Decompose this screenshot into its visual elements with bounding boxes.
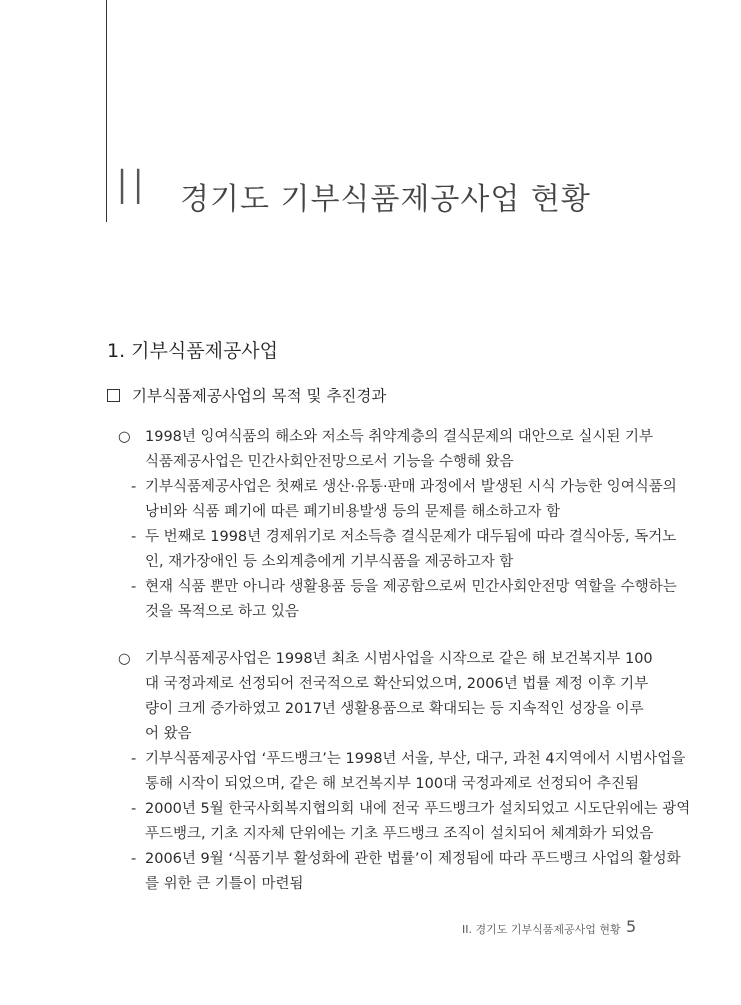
list-item-line: 두 번째로 1998년 경제위기로 저소득층 결식문제가 대두됨에 따라 결식아동, 독거노 [145,529,677,545]
paragraph-line: 어 왔음 [145,726,192,742]
dash-bullet: - [131,801,137,817]
paragraph-line: 1998년 잉여식품의 해소와 저소득 취약계층의 결식문제의 대안으로 실시된 기부 [145,429,653,445]
circle-bullet-icon: ○ [118,651,131,667]
circle-bullet-icon: ○ [118,429,131,445]
subsection-heading [107,384,386,406]
square-bullet-icon [107,389,120,402]
section-title: 1. 기부식품제공사업 [107,340,278,362]
list-item-line: 인, 재가장애인 등 소외계층에게 기부식품을 제공하고자 함 [145,554,514,570]
paragraph-line: 대 국정과제로 선정되어 전국적으로 확산되었으며, 2006년 법률 제정 이후 기부 [145,676,649,692]
list-item-line: 를 위한 큰 기틀이 마련됨 [145,876,304,892]
list-item-line: 푸드뱅크, 기초 지자체 단위에는 기초 푸드뱅크 조직이 설치되어 체계화가 되었음 [145,826,654,842]
list-item-line: 현재 식품 뿐만 아니라 생활용품 등을 제공함으로써 민간사회안전망 역할을 수행하는 [145,579,677,595]
dash-bullet: - [131,479,137,495]
paragraph-2 [145,647,653,747]
list-item-line: 2000년 5월 한국사회복지협의회 내에 전국 푸드뱅크가 설치되었고 시도단위에는 광역 [145,801,691,817]
list-item-line: 기부식품제공사업 ‘푸드뱅크’는 1998년 서울, 부산, 대구, 과천 4지역에서 시범사업을 [145,751,686,767]
list-item-line: 통해 시작이 되었으며, 같은 해 보건복지부 100대 국정과제로 선정되어 추진됨 [145,776,639,792]
list-item-line: 것을 목적으로 하고 있음 [145,604,299,620]
dash-bullet: - [131,529,137,545]
list-item [145,747,685,797]
list-item [145,797,690,847]
running-footer-title: II. 경기도 기부식품제공사업 현황 [462,923,621,936]
dash-bullet: - [131,579,137,595]
paragraph-line: 량이 크게 증가하였고 2017년 생활용품으로 확대되는 등 지속적인 성장을 이루 [145,701,644,717]
list-item-line: 낭비와 식품 폐기에 따른 폐기비용발생 등의 문제를 해소하고자 함 [145,504,561,520]
list-item-line: 기부식품제공사업은 첫째로 생산·유통·판매 과정에서 발생된 시식 가능한 잉여식품의 [145,479,677,495]
dash-bullet: - [131,851,137,867]
subsection-title: 기부식품제공사업의 목적 및 추진경과 [132,387,387,405]
list-item [145,847,681,897]
chapter-number: II [115,160,148,216]
list-item [145,475,677,525]
list-item-line: 2006년 9월 ‘식품기부 활성화에 관한 법률’이 제정됨에 따라 푸드뱅크 사업의 활성화 [145,851,681,867]
list-item [145,575,677,625]
list-item [145,525,676,575]
chapter-divider-line [106,0,107,222]
chapter-title: 경기도 기부식품제공사업 현황 [180,182,591,217]
paragraph-line: 기부식품제공사업은 1998년 최초 시범사업을 시작으로 같은 해 보건복지부 100 [145,651,653,667]
page-number: 5 [626,917,637,936]
dash-bullet: - [131,751,137,767]
paragraph-line: 식품제공사업은 민간사회안전망으로서 기능을 수행해 왔음 [145,454,514,470]
paragraph-1 [145,425,653,475]
